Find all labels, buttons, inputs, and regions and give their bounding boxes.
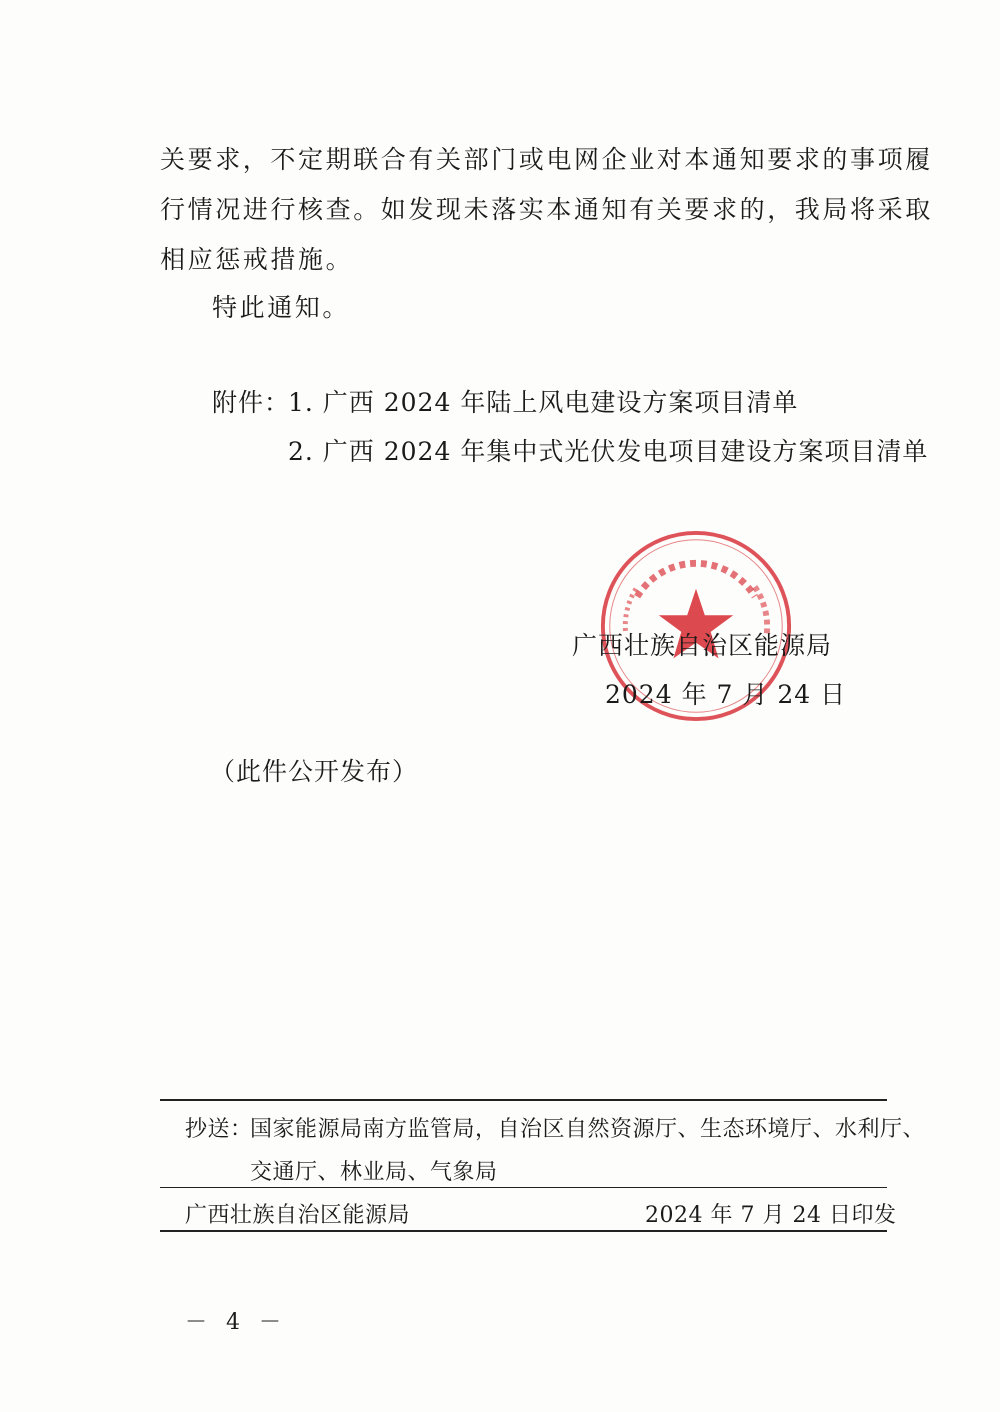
footer-middle-rule	[160, 1187, 887, 1188]
body-text-line-3: 相应惩戒措施。	[160, 245, 354, 274]
attachment-item-2: 2. 广西 2024 年集中式光伏发电项目建设方案项目清单	[288, 437, 929, 466]
signature-date: 2024 年 7 月 24 日	[605, 680, 847, 709]
body-text-line-2: 行情况进行核查。如发现未落实本通知有关要求的，我局将采取	[160, 195, 933, 224]
cc-label: 抄送：	[185, 1117, 253, 1142]
footer-print-date: 2024 年 7 月 24 日印发	[645, 1203, 897, 1228]
body-text-line-1: 关要求，不定期联合有关部门或电网企业对本通知要求的事项履	[160, 145, 933, 174]
signature-issuer: 广西壮族自治区能源局	[572, 631, 833, 660]
cc-recipients-line-2: 交通厅、林业局、气象局	[250, 1160, 498, 1185]
attachment-item-1: 1. 广西 2024 年陆上风电建设方案项目清单	[288, 388, 799, 417]
cc-recipients-line-1: 国家能源局南方监管局，自治区自然资源厅、生态环境厅、水利厅、	[250, 1117, 926, 1142]
publication-note: （此件公开发布）	[210, 757, 419, 786]
footer-bottom-rule	[160, 1230, 887, 1232]
attachments-label: 附件：	[212, 388, 291, 417]
closing-text: 特此通知。	[212, 293, 351, 322]
footer-top-rule	[160, 1099, 887, 1101]
page-number: － 4 －	[185, 1310, 287, 1335]
footer-issuer: 广西壮族自治区能源局	[185, 1203, 411, 1228]
